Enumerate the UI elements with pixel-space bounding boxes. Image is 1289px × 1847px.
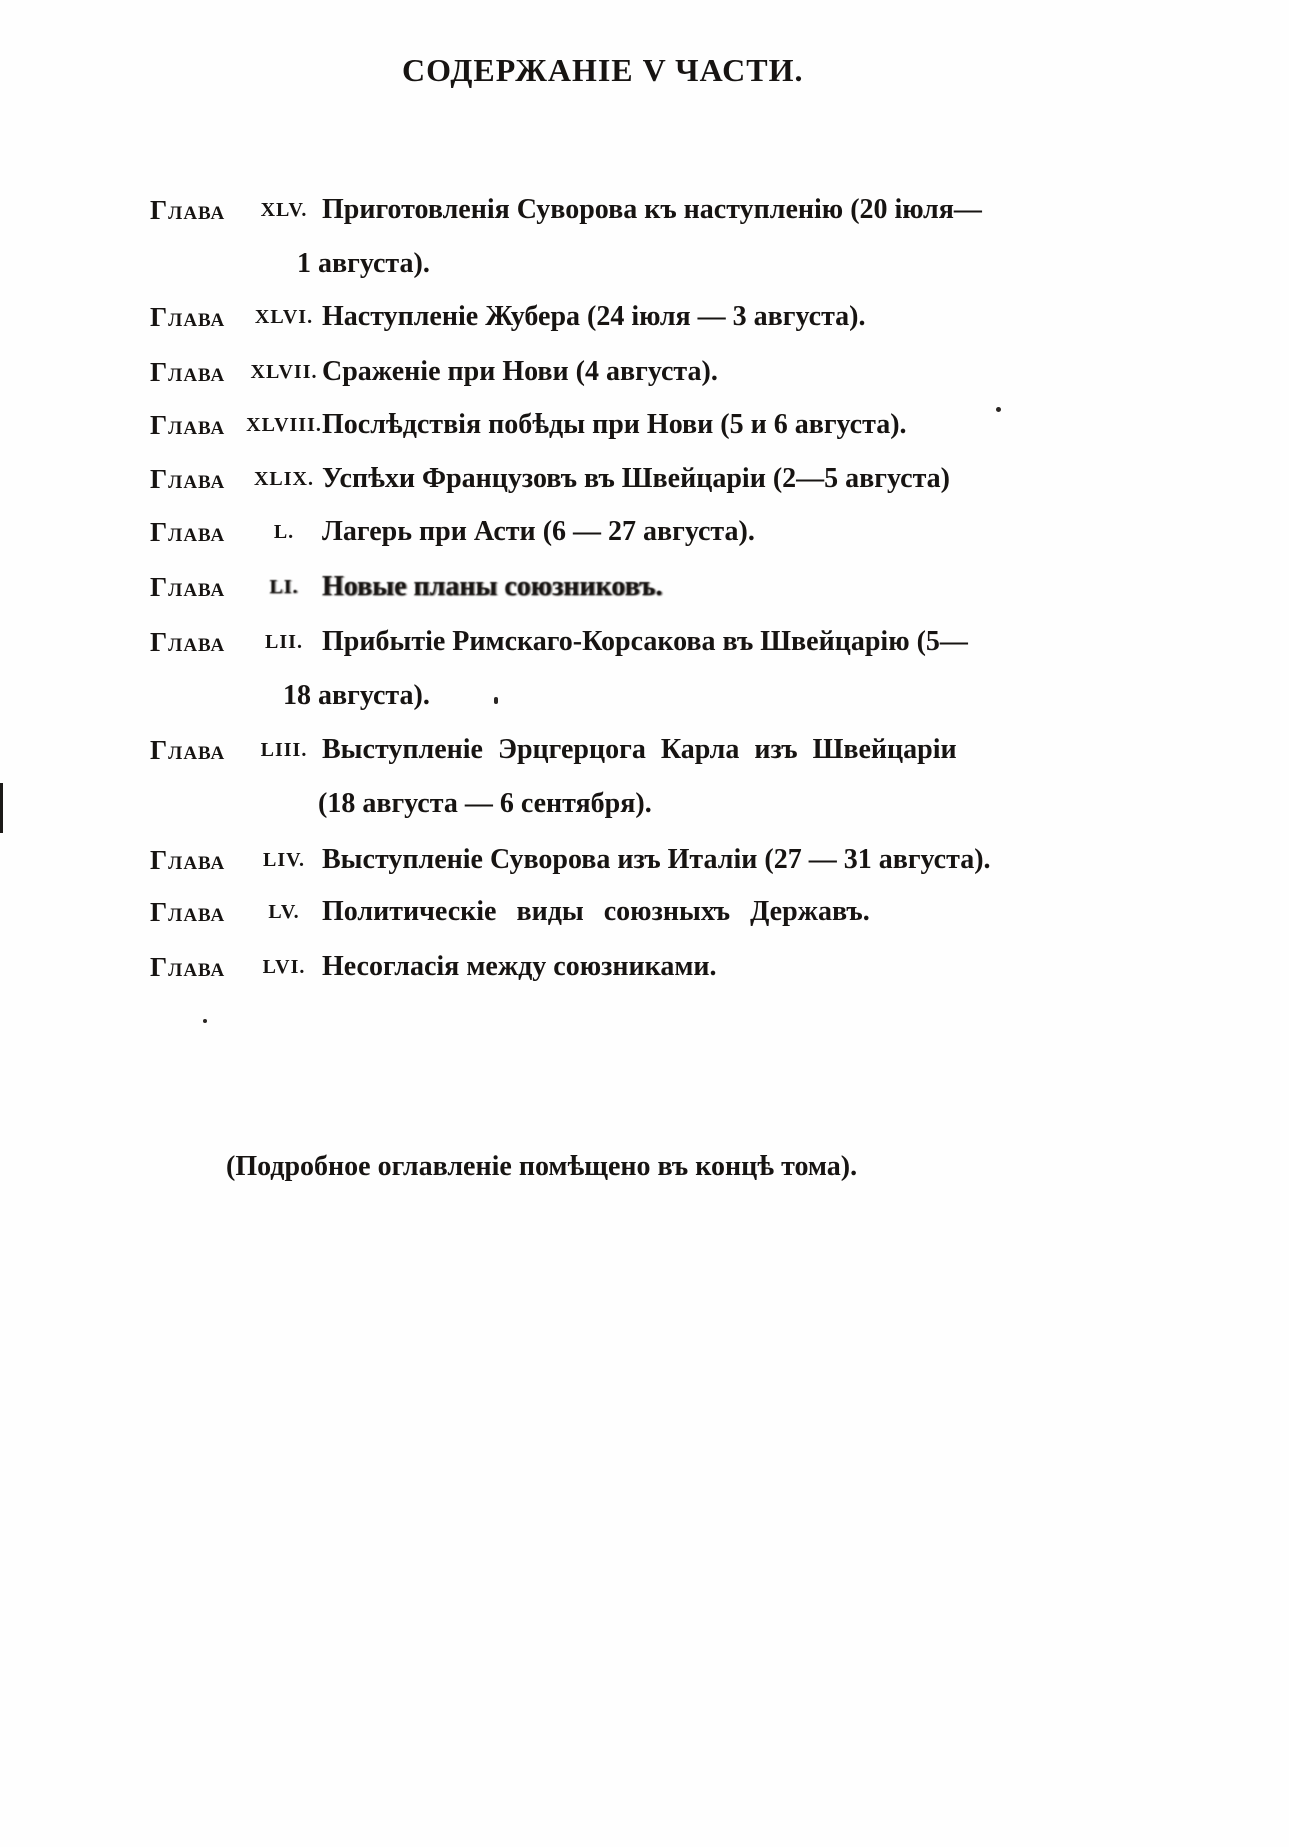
chapter-word: Глава: [150, 195, 226, 225]
chapter-word: Глава: [150, 897, 226, 927]
chapter-word: Глава: [150, 627, 226, 657]
toc-entry-xlviii: [150, 398, 1190, 452]
chapter-title-line: Наступленіе Жубера (24 іюля — 3 августа).: [322, 301, 866, 332]
toc-entry-l: [150, 505, 1190, 559]
chapter-title-line: Новые планы союзниковъ.: [322, 571, 663, 602]
chapter-numeral: LIV.: [263, 849, 305, 871]
chapter-numeral: XLIX.: [253, 468, 314, 490]
chapter-title-continuation: 18 августа).: [283, 680, 430, 711]
chapter-word: Глава: [150, 410, 226, 440]
toc-entry-xlvii: [150, 345, 1190, 399]
chapter-title-line: Политическіе виды союзныхъ Державъ.: [322, 896, 870, 927]
chapter-word: Глава: [150, 845, 226, 875]
chapter-numeral: XLVI.: [254, 306, 314, 328]
detailed-contents-note: (Подробное оглавленіе помѣщено въ концѣ тома).: [226, 1151, 858, 1182]
chapter-title-line: Выступленіе Суворова изъ Италіи (27 — 31 августа).: [322, 844, 991, 875]
page-title: СОДЕРЖАНІЕ V ЧАСТИ.: [402, 52, 804, 88]
chapter-title-continuation: 1 августа).: [297, 248, 430, 279]
chapter-title-line: Лагерь при Асти (6 — 27 августа).: [322, 516, 755, 547]
chapter-word: Глава: [150, 464, 226, 494]
ink-speck: [494, 697, 498, 704]
chapter-numeral: LVI.: [262, 956, 306, 978]
toc-entry-lv: [150, 885, 1190, 939]
chapter-numeral: LII.: [265, 631, 303, 653]
chapter-title-line: Сраженіе при Нови (4 августа).: [322, 356, 718, 387]
ink-speck: [996, 407, 1001, 412]
chapter-numeral: XLVIII.: [246, 414, 322, 436]
chapter-title-line: Несогласія между союзниками.: [322, 951, 717, 982]
chapter-title-line: Приготовленія Суворова къ наступленію (20 іюля—: [322, 194, 982, 225]
scan-edge-artifact: [0, 783, 3, 833]
toc-entry-xlvi: [150, 290, 1190, 344]
toc-entry-liii: [150, 723, 1190, 831]
toc-entry-xlv: [150, 183, 1190, 291]
chapter-title-line: Прибытіе Римскаго-Корсакова въ Швейцарію (5—: [322, 626, 968, 657]
chapter-title-line: Выступленіе Эрцгерцога Карла изъ Швейцаріи: [322, 734, 957, 765]
chapter-numeral: XLV.: [260, 199, 308, 221]
chapter-word: Глава: [150, 572, 226, 602]
chapter-word: Глава: [150, 952, 226, 982]
chapter-numeral: L.: [273, 521, 295, 543]
toc-entry-lii: [150, 615, 1190, 723]
chapter-word: Глава: [150, 735, 226, 765]
chapter-numeral: LV.: [268, 901, 300, 923]
chapter-word: Глава: [150, 357, 226, 387]
toc-entry-liv: [150, 833, 1190, 887]
chapter-title-line: Успѣхи Французовъ въ Швейцаріи (2—5 августа): [322, 463, 950, 494]
chapter-word: Глава: [150, 302, 226, 332]
chapter-title-line: Послѣдствія побѣды при Нови (5 и 6 августа).: [322, 409, 907, 440]
chapter-numeral: XLVII.: [250, 361, 318, 383]
toc-entry-li: [150, 560, 1190, 614]
toc-entry-lvi: [150, 940, 1190, 994]
chapter-word: Глава: [150, 517, 226, 547]
ink-speck: [203, 1019, 207, 1023]
chapter-title-continuation: (18 августа — 6 сентября).: [318, 788, 652, 819]
toc-entry-xlix: [150, 452, 1190, 506]
chapter-numeral: LIII.: [260, 739, 308, 761]
chapter-numeral: LI.: [269, 576, 299, 598]
